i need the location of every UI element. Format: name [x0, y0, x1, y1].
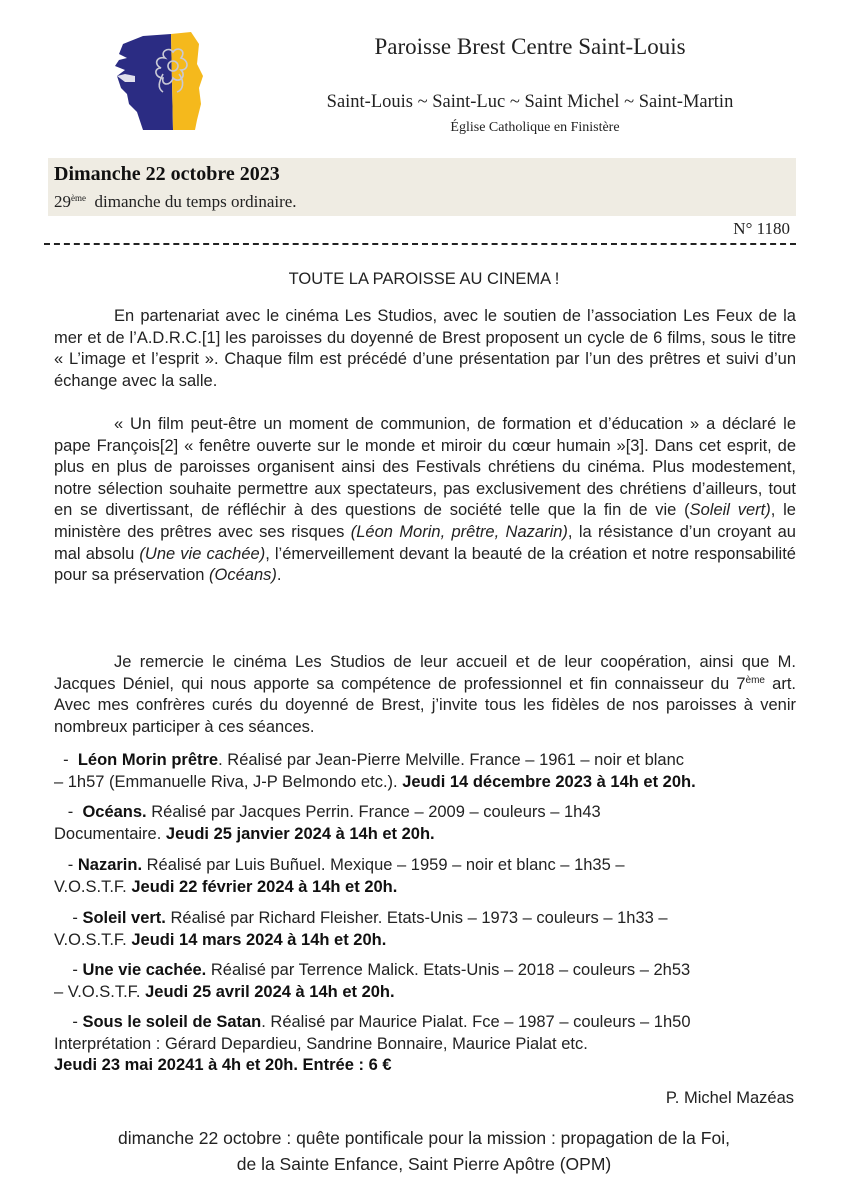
- film-item: [54, 960, 796, 1003]
- film-details: Réalisé par Richard Fleisher. Etats-Unis – 1973 – couleurs – 1h33 –: [165, 909, 668, 927]
- paragraph-quote: [54, 414, 796, 587]
- film-screening: Jeudi 25 avril 2024 à 14h et 20h.: [145, 982, 395, 1001]
- footer-note: [0, 1125, 848, 1177]
- text-run: .: [276, 566, 282, 585]
- film-screening: Jeudi 25 janvier 2024 à 14h et 20h.: [165, 824, 435, 843]
- film-details: . Réalisé par Jean-Pierre Melville. France – 1961 – noir et blanc: [218, 751, 685, 769]
- issue-number: N° 1180: [733, 219, 790, 238]
- bullet: -: [63, 751, 69, 769]
- film-item: [54, 802, 796, 845]
- parish-title: Paroisse Brest Centre Saint-Louis: [374, 34, 686, 59]
- signature: P. Michel Mazéas: [665, 1089, 794, 1107]
- film-details: V.O.S.T.F.: [54, 877, 132, 896]
- film-item: [54, 908, 796, 951]
- ordinal-suffix: ème: [71, 193, 86, 203]
- text-run: « Un film peut-être un moment de communion, de formation et d’éducation » a déclaré le pape François[2] « fenêtre ouverte sur le monde et miroir du cœur humain »[3]. Dans cet esprit, de plus en plus de paroisses organisent ainsi des Festivals chrétiens du cinéma. Plus modestement, notre sélection souhaite permettre aux spectateurs, pas exclusivement des chrétiens d’ailleurs, tout en se divertissant, de réfléchir à des questions de société telle que la fin de vie (: [54, 415, 796, 520]
- footer-line: de la Sainte Enfance, Saint Pierre Apôtre (OPM): [236, 1154, 612, 1174]
- film-details: Interprétation : Gérard Depardieu, Sandrine Bonnaire, Maurice Pialat etc.: [54, 1034, 588, 1053]
- text-run: , l’émerveillement devant la beauté de la création et notre responsabilité pour sa préservation: [54, 544, 796, 585]
- film-title: Sous le soleil de Satan: [82, 1013, 262, 1031]
- paragraph-thanks: [54, 652, 796, 738]
- film-reference: Soleil vert): [689, 501, 771, 520]
- bullet: -: [67, 803, 74, 821]
- film-details: Réalisé par Luis Buñuel. Mexique – 1959 – noir et blanc – 1h35 –: [142, 856, 625, 874]
- text-run: Je remercie le cinéma Les Studios de leur accueil et de leur coopération, ainsi que M. Jacques Déniel, qui nous apporte sa compétence de professionnel et fin connaisseur du 7: [54, 653, 796, 693]
- film-details: – V.O.S.T.F.: [54, 982, 146, 1001]
- dashed-separator: [44, 243, 796, 245]
- bullet: -: [72, 1013, 78, 1031]
- film-title: Une vie cachée.: [82, 961, 207, 979]
- liturgical-week-text: dimanche du temps ordinaire.: [94, 192, 297, 211]
- article-headline: TOUTE LA PAROISSE AU CINEMA !: [288, 270, 560, 288]
- bullet: -: [72, 961, 78, 979]
- ordinal-suffix: ème: [745, 674, 765, 686]
- parish-churches: Saint-Louis ~ Saint-Luc ~ Saint Michel ~ Saint-Martin: [326, 92, 734, 112]
- text-run: , la résistance d’un croyant au mal absolu: [54, 522, 796, 563]
- film-screening: Jeudi 23 mai 20241 à 4h et 20h. Entrée : 6 €: [54, 1056, 392, 1075]
- film-details: – 1h57 (Emmanuelle Riva, J-P Belmondo etc.).: [54, 772, 403, 791]
- film-details: . Réalisé par Maurice Pialat. Fce – 1987 – couleurs – 1h50: [261, 1013, 691, 1031]
- film-item: [54, 750, 796, 793]
- film-title: Nazarin.: [77, 856, 143, 874]
- film-screening: Jeudi 14 mars 2024 à 14h et 20h.: [131, 930, 387, 949]
- film-screening: Jeudi 14 décembre 2023 à 14h et 20h.: [402, 772, 696, 791]
- text-run: art. Avec mes confrères curés du doyenné de Brest, j’invite tous les fidèles de nos paroisses à venir nombreux participer à ces séances.: [54, 674, 796, 736]
- film-details: Documentaire.: [54, 824, 166, 843]
- film-details: Réalisé par Jacques Perrin. France – 2009 – couleurs – 1h43: [146, 803, 601, 821]
- ordinal-number: 29: [54, 192, 71, 211]
- paragraph-intro: En partenariat avec le cinéma Les Studios, avec le soutien de l’association Les Feux de la mer et de l’A.D.R.C.[1] les paroisses du doyenné de Brest proposent un cycle de 6 films, sous le titre « L’image et l’esprit ». Chaque film est précédé d’une présentation par l’un des prêtres et suivi d’un échange avec la salle.: [54, 307, 796, 390]
- date-title: Dimanche 22 octobre 2023: [54, 163, 280, 185]
- liturgical-week: [54, 192, 297, 212]
- parish-logo-icon: [113, 30, 205, 134]
- film-title: Océans.: [82, 803, 147, 821]
- film-reference: (Léon Morin, prêtre, Nazarin): [350, 522, 568, 541]
- film-reference: (Océans): [209, 566, 277, 585]
- text-run: , le ministère des prêtres avec ses risques: [54, 501, 796, 541]
- film-title: Soleil vert.: [82, 909, 166, 927]
- footer-line: dimanche 22 octobre : quête pontificale pour la mission : propagation de la Foi,: [118, 1128, 730, 1148]
- film-screening: Jeudi 22 février 2024 à 14h et 20h.: [131, 877, 398, 896]
- film-reference: (Une vie cachée): [139, 544, 266, 563]
- film-item: [54, 855, 796, 898]
- bullet: -: [67, 856, 74, 874]
- film-item: [54, 1012, 796, 1077]
- film-details: V.O.S.T.F.: [54, 930, 132, 949]
- bullet: -: [72, 909, 78, 927]
- film-title: Léon Morin prêtre: [77, 751, 219, 769]
- film-details: Réalisé par Terrence Malick. Etats-Unis – 2018 – couleurs – 2h53: [206, 961, 691, 979]
- parish-diocese: Église Catholique en Finistère: [450, 120, 620, 135]
